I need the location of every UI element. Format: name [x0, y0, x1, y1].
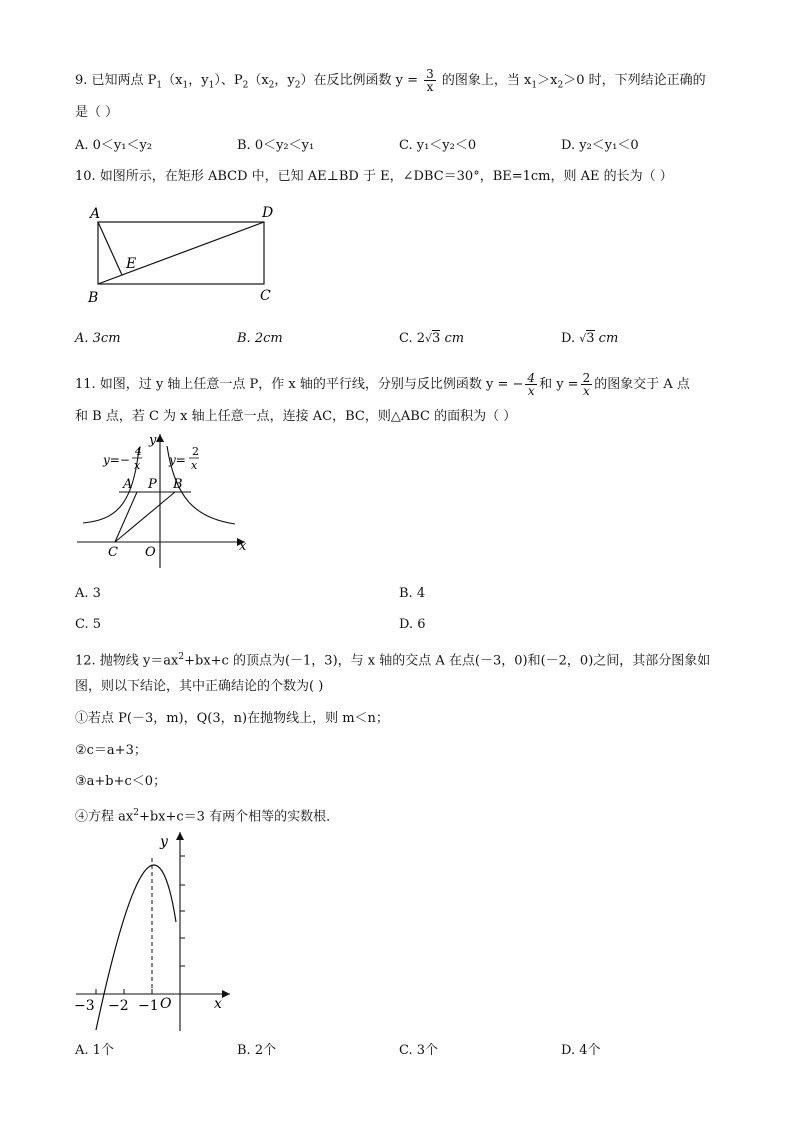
q11-option-a: A. 3 [75, 586, 101, 601]
right-function-num: 2 [192, 445, 199, 458]
label-b: B [88, 290, 99, 306]
q12-parabola-figure [72, 826, 242, 1036]
x-axis-arrow [222, 990, 230, 998]
y-axis-arrow [156, 434, 164, 442]
right-function-prefix: y= [169, 453, 186, 467]
q11-stem-line1: 11. 如图，过 y 轴上任意一点 P，作 x 轴的平行线，分别与反比例函数 y = − $\frac{4}{x}$ 和 y = $\frac{2}{x}$ 的图象交于 A 点 [75, 371, 690, 398]
q12-option-b: B. 2个 [237, 1043, 277, 1058]
left-function-prefix: y=− [103, 453, 130, 467]
point-c-label: C [108, 545, 118, 560]
q12-stem-line1: 12. 抛物线 $y=ax^2+bx+c$ 的顶点为(－1，3)，与 x 轴的交点 A 在点(－3，0)和(－2，0)之间，其部分图象如 [75, 652, 711, 669]
label-a: A [90, 206, 101, 222]
segment-bc [115, 492, 175, 542]
q9-stem-line1: 9. 已知两点 $P_1(x_1$，$y_1$）、$P_2(x_2$，$y_2$）在反比例函数 y = $\frac{3}{x}$ 的图象上，当 $x_1>x_2>0$ 时，下列结论正确的 [75, 67, 706, 94]
q12-statement-4: ④方程 $ax^2+bx+c=3$ 有两个相等的实数根． [75, 808, 340, 825]
q10-option-c: C. 2√3 cm [399, 331, 465, 346]
q12-statement-2: ②c＝a+3； [75, 743, 147, 758]
q10-stem: 10. 如图所示，在矩形 ABCD 中，已知 AE⊥BD 于 E，∠DBC＝30°，BE=1cm，则 AE 的长为（ ） [75, 169, 673, 184]
q11-option-d: D. 6 [399, 617, 426, 632]
q12-statement-1: ①若点 P(－3，m)，Q(3，n)在抛物线上，则 m＜n； [75, 711, 389, 726]
q10-option-b: B. 2cm [237, 331, 283, 346]
y-axis-label: y [149, 433, 157, 448]
segment-ac [115, 492, 137, 542]
x-axis-label: x [214, 996, 222, 1012]
point-p-label: P [148, 477, 157, 492]
q9-stem-line2: 是（ ） [75, 105, 119, 120]
q10-option-a: A. 3cm [75, 331, 121, 346]
y-axis-arrow [176, 832, 184, 840]
tick-label-minus3: −3 [74, 998, 95, 1014]
origin-label: O [160, 996, 172, 1012]
q11-stem-line2: 和 B 点，若 C 为 x 轴上任意一点，连接 AC，BC，则△ABC 的面积为（ ） [75, 409, 517, 424]
left-function-num: 4 [135, 445, 142, 458]
tick-label-minus1: −1 [138, 998, 159, 1014]
q12-option-a: A. 1个 [75, 1043, 114, 1058]
tick-label-minus2: −2 [108, 998, 129, 1014]
q12-stem-line2: 图，则以下结论，其中正确结论的个数为( ) [75, 679, 324, 694]
left-function-den: x [134, 459, 141, 472]
point-b-label: B [173, 477, 183, 492]
point-a-label: A [123, 477, 133, 492]
label-e: E [126, 256, 137, 272]
origin-label: O [145, 545, 156, 560]
segment-ae [98, 222, 122, 275]
label-c: C [260, 288, 271, 304]
q9-option-c: C. y₁＜y₂＜0 [399, 138, 477, 153]
q9-option-d: D. y₂＜y₁＜0 [561, 138, 639, 153]
q9-option-b: B. 0＜y₂＜y₁ [237, 138, 315, 153]
q10-option-d: D. √3 cm [561, 331, 619, 346]
y-axis-label: y [160, 834, 168, 850]
q9-fraction: $\frac{3}{x}$ [426, 67, 434, 94]
q12-statement-3: ③a+b+c＜0； [75, 774, 167, 789]
q10-rectangle-figure [80, 200, 300, 310]
x-axis-label: x [239, 539, 247, 554]
label-d: D [262, 205, 274, 221]
q12-option-d: D. 4个 [561, 1043, 601, 1058]
q11-option-c: C. 5 [75, 617, 102, 632]
q12-option-c: C. 3个 [399, 1043, 439, 1058]
q11-option-b: B. 4 [399, 586, 426, 601]
q9-option-a: A. 0＜y₁＜y₂ [75, 138, 153, 153]
diagonal-bd [98, 222, 264, 284]
right-function-den: x [191, 459, 198, 472]
q11-hyperbola-figure [75, 428, 255, 568]
